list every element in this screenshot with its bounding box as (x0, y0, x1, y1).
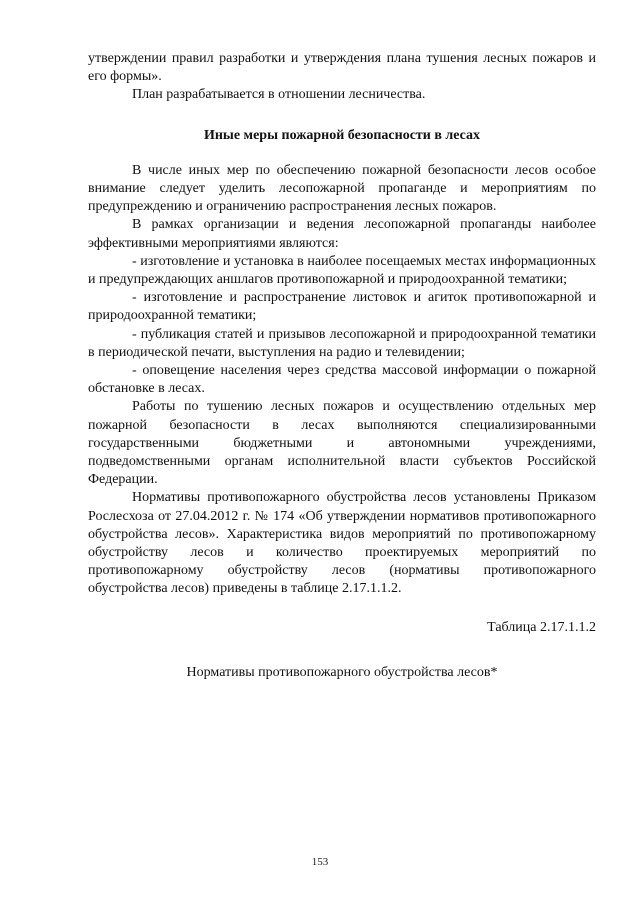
plan-sentence: План разрабатывается в отношении лесничества. (132, 87, 426, 103)
paragraph-norms: Нормативы противопожарного обустройства лесов установлены Приказом Рослесхоза от 27.04.2012 г. № 174 «Об утверждении нормативов противопожарного обустройства лесов». Характеристика видов мероприятий по противопожарному обустройству лесов и количество проектируемых мероприятий по противопожарному обустройству лесов (нормативы противопожарного обустройства лесов) приведены в таблице 2.17.1.1.2. (88, 490, 596, 597)
section-heading: Иные меры пожарной безопасности в лесах (203, 127, 481, 143)
list-item-notification: - оповещение населения через средства массовой информации о пожарной обстановке в лесах. (88, 363, 596, 397)
intro-fragment: утверждении правил разработки и утверждения плана тушения лесных пожаров и его формы». (88, 51, 596, 85)
paragraph-propaganda-intro: В рамках организации и ведения лесопожарной пропаганды наиболее эффективными мероприятиями являются: (88, 217, 596, 251)
paragraph-fire-safety-measures: В числе иных мер по обеспечению пожарной безопасности лесов особое внимание следует уделить лесопожарной пропаганде и мероприятиям по предупреждению и ограничению распространения лесных пожаров. (88, 162, 596, 215)
list-item-leaflets: - изготовление и распространение листовок и агиток противопожарной и природоохранной тематики; (88, 290, 596, 324)
list-item-signs: - изготовление и установка в наиболее посещаемых местах информационных и предупреждающих аншлагов противопожарной и природоохранной тематики; (88, 253, 596, 288)
table-reference: Таблица 2.17.1.1.2 (487, 619, 596, 635)
paragraph-firefighting-works: Работы по тушению лесных пожаров и осуществлению отдельных мер пожарной безопасности в лесах выполняются специализированными государственными бюджетными и автономными учреждениями, подведомственными органам исполнительной власти субъектов Российской Федерации. (88, 399, 596, 488)
document-page (88, 50, 596, 682)
page-number: 153 (311, 856, 329, 868)
list-item-publications: - публикация статей и призывов лесопожарной и природоохранной тематики в периодической печати, выступления на радио и телевидении; (88, 326, 596, 360)
table-title: Нормативы противопожарного обустройства лесов* (186, 664, 498, 680)
